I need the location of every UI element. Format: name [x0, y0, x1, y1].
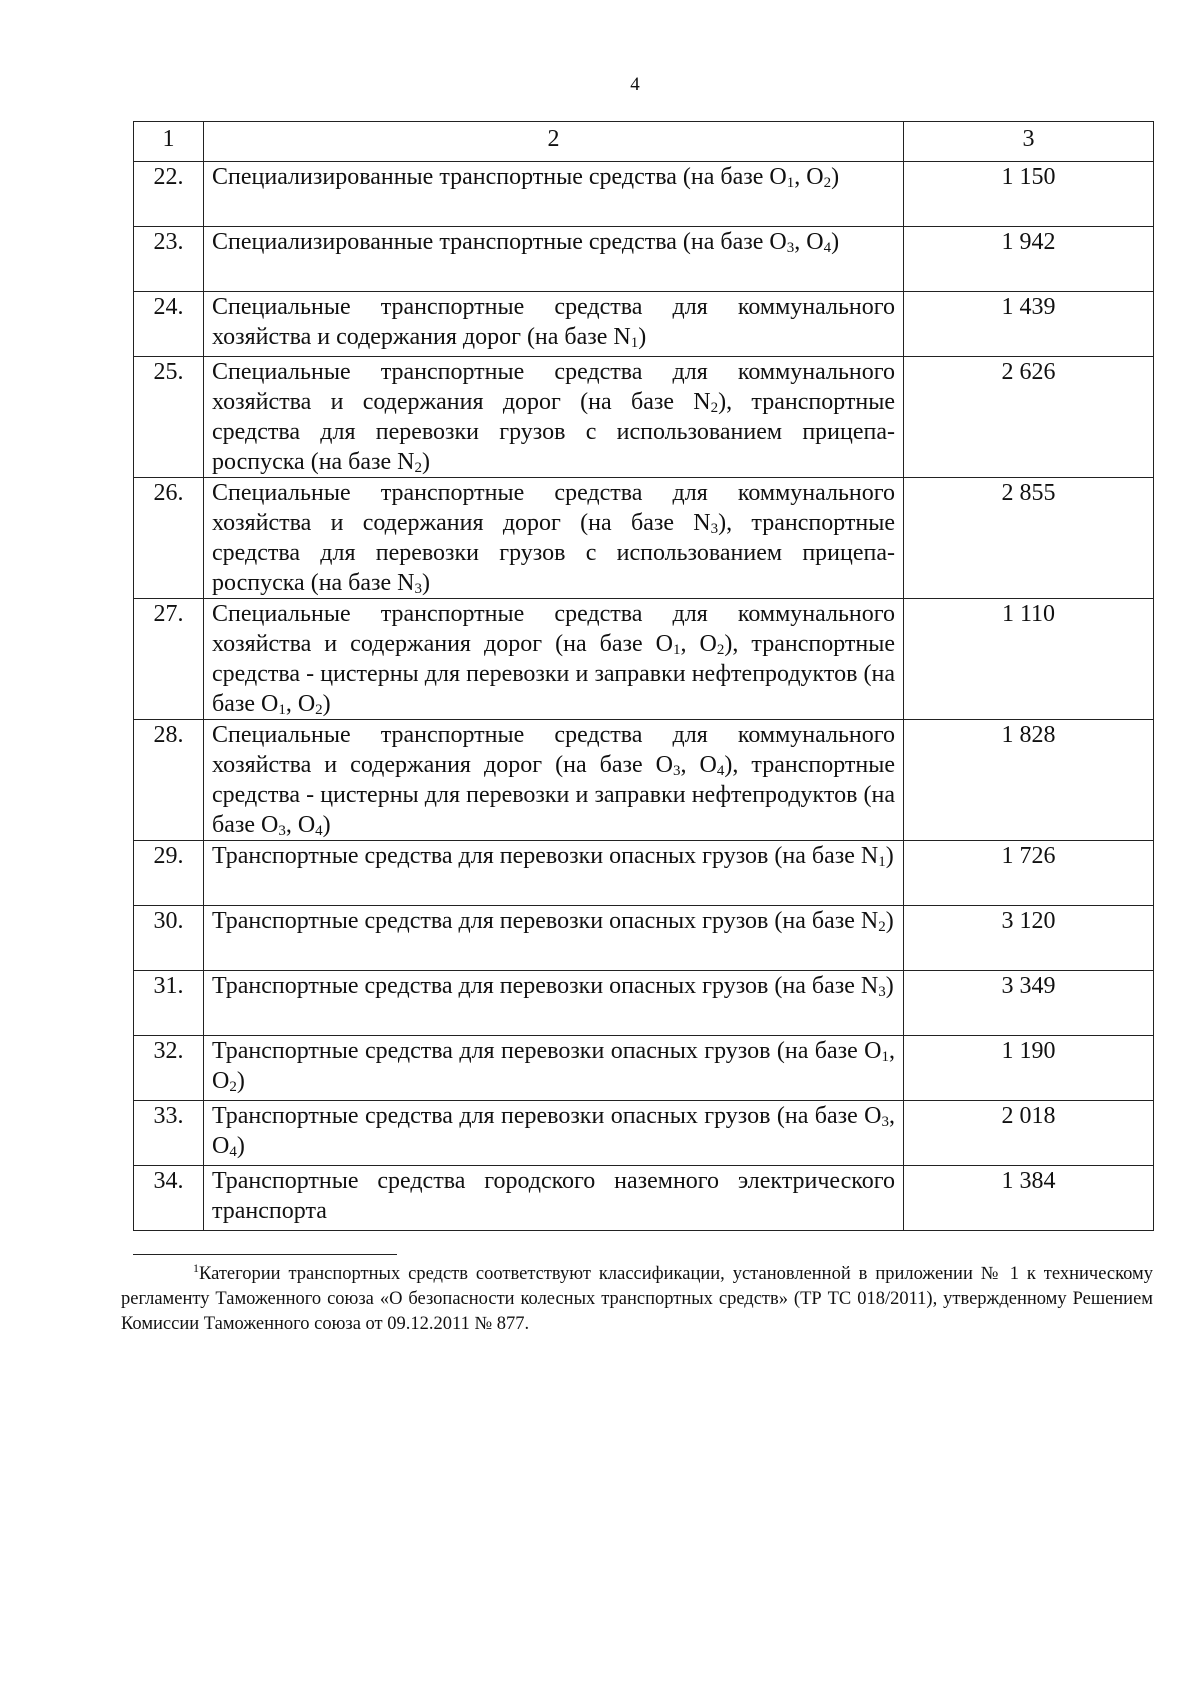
category-subscript: 3 [878, 984, 886, 1000]
description-text: , O [794, 229, 824, 255]
row-value: 2 018 [904, 1101, 1154, 1166]
category-subscript: 2 [710, 400, 719, 416]
category-subscript: 2 [315, 702, 323, 718]
description-text: ) [422, 570, 431, 596]
row-description [204, 478, 904, 599]
description-text: , O [794, 164, 824, 190]
description-text: , O [680, 631, 717, 657]
description-text: , O [680, 752, 717, 778]
row-value: 1 726 [904, 841, 1154, 906]
footnote [121, 1262, 1153, 1337]
category-subscript: 3 [881, 1114, 889, 1130]
row-description [204, 162, 904, 227]
description-text: Специальные транспортные средства для коммунального хозяйства и содержания дорог (на базе O [212, 601, 895, 657]
description-text: ), транспортные средства для перевозки грузов с использованием прицепа-роспуска (на базе N [212, 510, 895, 596]
row-description [204, 292, 904, 357]
row-number: 27. [134, 599, 204, 720]
description-text: Транспортные средства для перевозки опасных грузов (на базе N [212, 908, 879, 934]
description-text: ) [422, 449, 431, 475]
row-number: 29. [134, 841, 204, 906]
row-description [204, 227, 904, 292]
row-number: 28. [134, 720, 204, 841]
table-row [134, 841, 1154, 906]
description-text: ) [236, 1133, 245, 1159]
table-row [134, 906, 1154, 971]
row-value: 2 626 [904, 357, 1154, 478]
row-description [204, 1166, 904, 1231]
row-description [204, 720, 904, 841]
description-text: Специальные транспортные средства для коммунального хозяйства и содержания дорог (на базе O [212, 722, 895, 778]
category-subscript: 1 [630, 335, 639, 351]
header-col-2: 2 [204, 122, 904, 162]
description-text: ) [885, 843, 894, 869]
table-row [134, 162, 1154, 227]
description-text: Транспортные средства для перевозки опасных грузов (на базе N [212, 973, 879, 999]
category-subscript: 3 [673, 763, 681, 779]
category-subscript: 3 [278, 823, 286, 839]
row-value: 1 942 [904, 227, 1154, 292]
row-value: 3 120 [904, 906, 1154, 971]
table-row [134, 1101, 1154, 1166]
description-text: Специальные транспортные средства для коммунального хозяйства и содержания дорог (на базе N [212, 359, 895, 415]
footnote-marker: 1 [193, 1260, 199, 1275]
row-number: 32. [134, 1036, 204, 1101]
category-subscript: 4 [229, 1144, 237, 1160]
description-text: ) [885, 908, 894, 934]
row-value: 1 190 [904, 1036, 1154, 1101]
category-subscript: 2 [414, 460, 423, 476]
category-subscript: 2 [229, 1079, 237, 1095]
row-number: 26. [134, 478, 204, 599]
description-text: , O [285, 812, 316, 838]
row-value: 2 855 [904, 478, 1154, 599]
description-text: Транспортные средства для перевозки опасных грузов (на базе N [212, 843, 879, 869]
description-text: , O [212, 1038, 895, 1094]
row-number: 23. [134, 227, 204, 292]
description-text: Специализированные транспортные средства (на базе O [212, 164, 787, 190]
row-number: 25. [134, 357, 204, 478]
row-description [204, 1101, 904, 1166]
category-subscript: 2 [823, 175, 832, 191]
description-text: ) [885, 973, 894, 999]
description-text: ) [831, 164, 840, 190]
description-text: Транспортные средства для перевозки опасных грузов (на базе O [212, 1103, 882, 1129]
description-text: Транспортные средства городского наземного электрического транспорта [212, 1168, 895, 1224]
table-row [134, 292, 1154, 357]
category-subscript: 1 [786, 175, 795, 191]
row-number: 31. [134, 971, 204, 1036]
page-number: 4 [630, 74, 640, 95]
table-row [134, 599, 1154, 720]
row-number: 24. [134, 292, 204, 357]
description-text: , O [212, 1103, 895, 1159]
row-number: 34. [134, 1166, 204, 1231]
row-value: 1 439 [904, 292, 1154, 357]
category-subscript: 1 [881, 1049, 889, 1065]
description-text: ), транспортные средства - цистерны для перевозки и заправки нефтепродуктов (на базе O [212, 631, 895, 717]
description-text: ) [322, 812, 331, 838]
category-subscript: 3 [414, 581, 423, 597]
category-subscript: 2 [878, 919, 886, 935]
category-subscript: 3 [786, 240, 795, 256]
table-row [134, 1166, 1154, 1231]
table-row [134, 1036, 1154, 1101]
header-col-1: 1 [134, 122, 204, 162]
description-text: Транспортные средства для перевозки опасных грузов (на базе O [212, 1038, 882, 1064]
category-subscript: 1 [878, 854, 886, 870]
row-number: 22. [134, 162, 204, 227]
row-description [204, 971, 904, 1036]
description-text: ) [638, 324, 647, 350]
row-value: 1 384 [904, 1166, 1154, 1231]
row-description [204, 841, 904, 906]
category-subscript: 1 [278, 702, 286, 718]
description-text: ), транспортные средства - цистерны для перевозки и заправки нефтепродуктов (на базе O [212, 752, 895, 838]
description-text: , O [285, 691, 316, 717]
row-description [204, 906, 904, 971]
footnote-divider [133, 1254, 397, 1255]
category-subscript: 4 [823, 240, 832, 256]
header-col-3: 3 [904, 122, 1154, 162]
description-text: ) [322, 691, 331, 717]
table-row [134, 971, 1154, 1036]
description-text: ) [236, 1068, 245, 1094]
table-header-row [134, 122, 1154, 162]
footnote-text: Категории транспортных средств соответствуют классификации, установленной в приложении № 1 к техническому регламенту Таможенного союза «О безопасности колесных транспортных средств» (ТР ТС 018/2011), утвержденному Решением Комиссии Таможенного союза от 09.12.2011 № 877. [121, 1264, 1153, 1334]
category-subscript: 2 [716, 642, 725, 658]
row-value: 3 349 [904, 971, 1154, 1036]
row-number: 33. [134, 1101, 204, 1166]
row-description [204, 599, 904, 720]
row-value: 1 150 [904, 162, 1154, 227]
category-subscript: 4 [315, 823, 323, 839]
category-subscript: 4 [716, 763, 725, 779]
vehicle-category-table [133, 121, 1154, 1231]
description-text: Специальные транспортные средства для коммунального хозяйства и содержания дорог (на базе N [212, 294, 895, 350]
description-text: Специализированные транспортные средства (на базе O [212, 229, 787, 255]
category-subscript: 3 [710, 521, 719, 537]
description-text: Специальные транспортные средства для коммунального хозяйства и содержания дорог (на базе N [212, 480, 895, 536]
row-description [204, 1036, 904, 1101]
category-subscript: 1 [673, 642, 681, 658]
row-number: 30. [134, 906, 204, 971]
table-row [134, 227, 1154, 292]
row-description [204, 357, 904, 478]
row-value: 1 828 [904, 720, 1154, 841]
table-row [134, 478, 1154, 599]
description-text: ), транспортные средства для перевозки грузов с использованием прицепа-роспуска (на базе N [212, 389, 895, 475]
table-row [134, 357, 1154, 478]
table-row [134, 720, 1154, 841]
description-text: ) [831, 229, 840, 255]
row-value: 1 110 [904, 599, 1154, 720]
